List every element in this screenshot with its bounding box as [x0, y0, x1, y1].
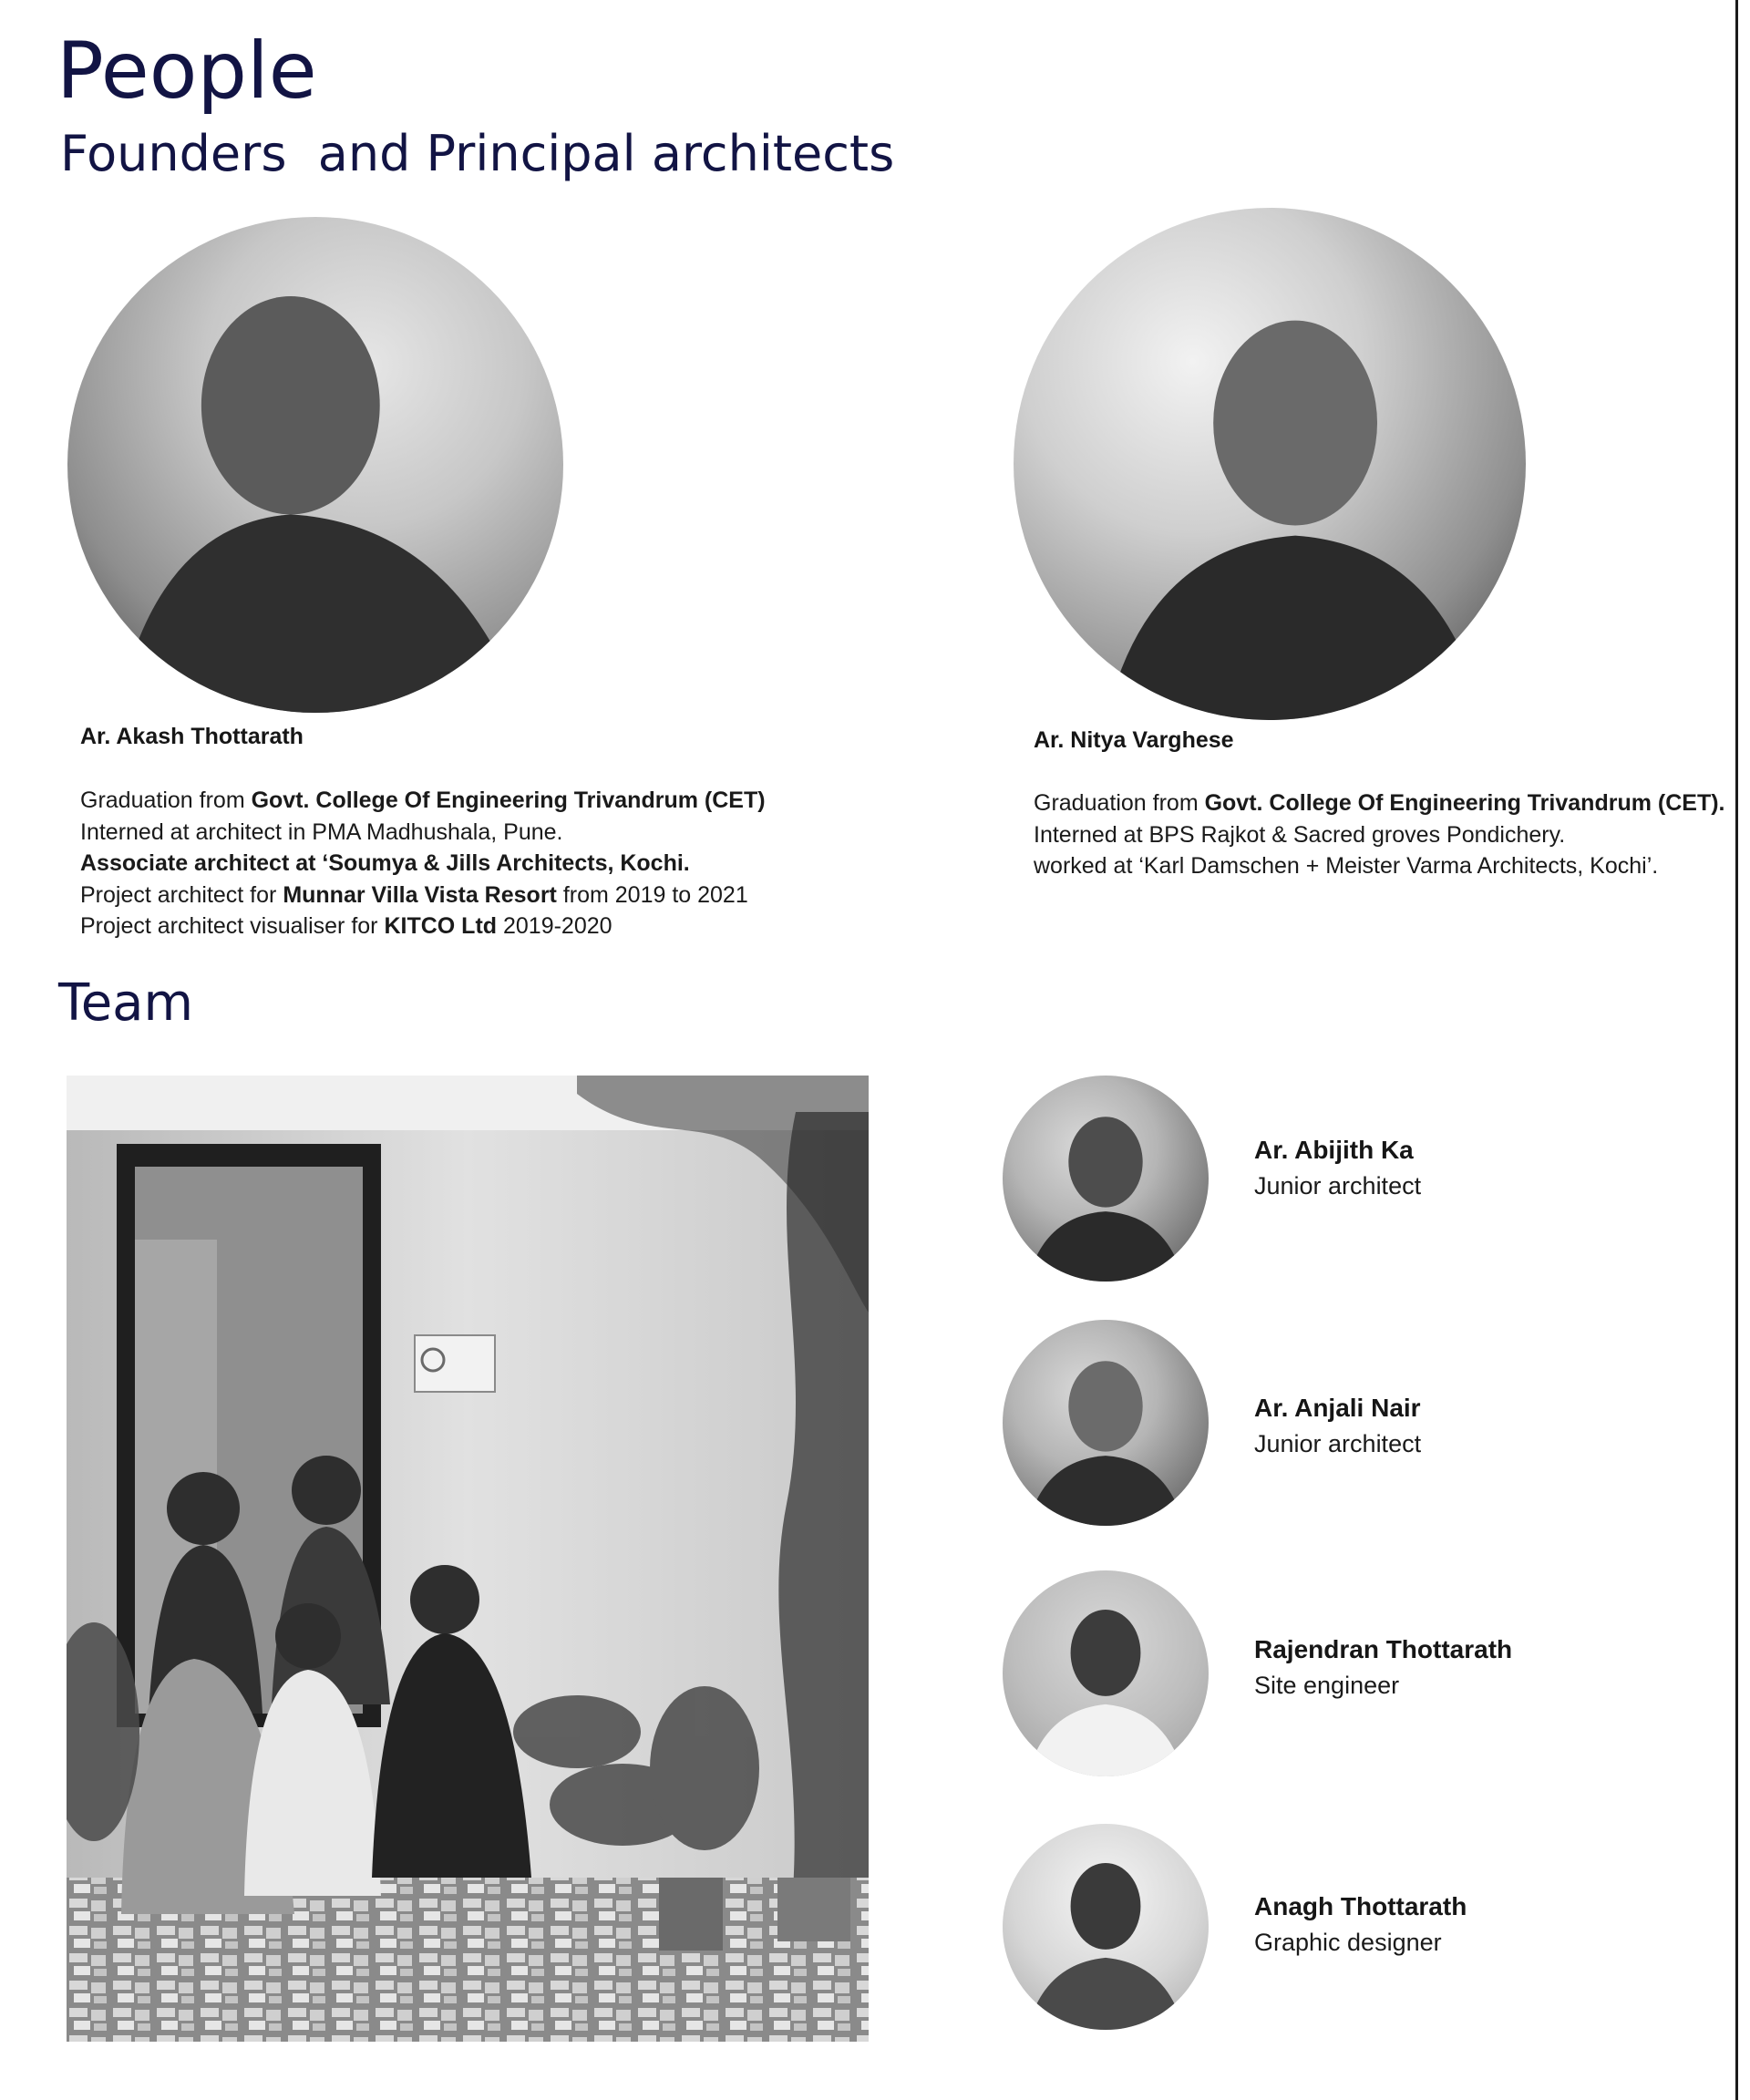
team-photo-illustration [67, 1076, 869, 2042]
bio-text-bold: Associate architect at ‘Soumya & Jills Architects, Kochi. [80, 850, 690, 876]
team-member-photo [1003, 1320, 1209, 1526]
bio-line [1034, 788, 1724, 819]
bio-text: Graduation from [80, 788, 252, 813]
bio-text: Interned at architect in PMA Madhushala, Pune. [80, 818, 563, 845]
bio-text: Interned at BPS Rajkot & Sacred groves Pondichery. [1034, 821, 1566, 848]
team-member-name: Anagh Thottarath [1254, 1892, 1467, 1920]
team-member-photo [1003, 1076, 1209, 1282]
bio-text: worked at ‘Karl Damschen + Meister Varma Architects, Kochi’. [1034, 853, 1659, 879]
founder-name: Ar. Nitya Varghese [1034, 727, 1234, 753]
bio-text: Project architect visualiser for [80, 913, 385, 939]
person-silhouette-icon [1014, 208, 1526, 720]
founder-akash-photo [67, 217, 563, 713]
person-silhouette-icon [1003, 1320, 1209, 1526]
bio-text: Project architect for [80, 881, 283, 908]
team-member-name: Ar. Anjali Nair [1254, 1394, 1421, 1422]
founder-nitya-photo [1014, 208, 1526, 720]
bio-text: Graduation from [1034, 790, 1205, 816]
bio-line [80, 785, 766, 817]
founder-bio [1034, 788, 1724, 882]
bio-line [80, 911, 766, 942]
bio-line [1034, 819, 1724, 851]
team-member-role: Site engineer [1254, 1672, 1400, 1699]
team-member-role: Junior architect [1254, 1430, 1422, 1457]
page-title: People [57, 26, 317, 117]
team-member-photo [1003, 1570, 1209, 1776]
bio-text-bold: KITCO Ltd [384, 913, 498, 939]
founder-bio [80, 785, 766, 942]
bio-text-bold: Govt. College Of Engineering Trivandrum (CET) [251, 788, 766, 813]
person-silhouette-icon [67, 217, 563, 713]
bio-text: 2019-2020 [497, 913, 612, 939]
team-member-role: Junior architect [1254, 1172, 1422, 1199]
person-silhouette-icon [1003, 1570, 1209, 1776]
bio-line [1034, 850, 1724, 882]
page-right-border [1735, 0, 1738, 2100]
bio-line [80, 848, 766, 880]
team-member-role: Graphic designer [1254, 1929, 1442, 1956]
team-member-photo [1003, 1824, 1209, 2030]
bio-line [80, 817, 766, 849]
team-group-photo [67, 1076, 869, 2042]
team-member-name: Rajendran Thottarath [1254, 1635, 1513, 1663]
bio-line [80, 880, 766, 911]
person-silhouette-icon [1003, 1824, 1209, 2030]
bio-text-bold: Govt. College Of Engineering Trivandrum (CET). [1204, 790, 1725, 816]
team-heading: Team [58, 973, 194, 1033]
page-subtitle: Founders and Principal architects [60, 125, 895, 182]
bio-text: from 2019 to 2021 [556, 881, 748, 908]
person-silhouette-icon [1003, 1076, 1209, 1282]
bio-text-bold: Munnar Villa Vista Resort [283, 881, 557, 908]
team-member-name: Ar. Abijith Ka [1254, 1136, 1414, 1164]
founder-name: Ar. Akash Thottarath [80, 724, 304, 749]
